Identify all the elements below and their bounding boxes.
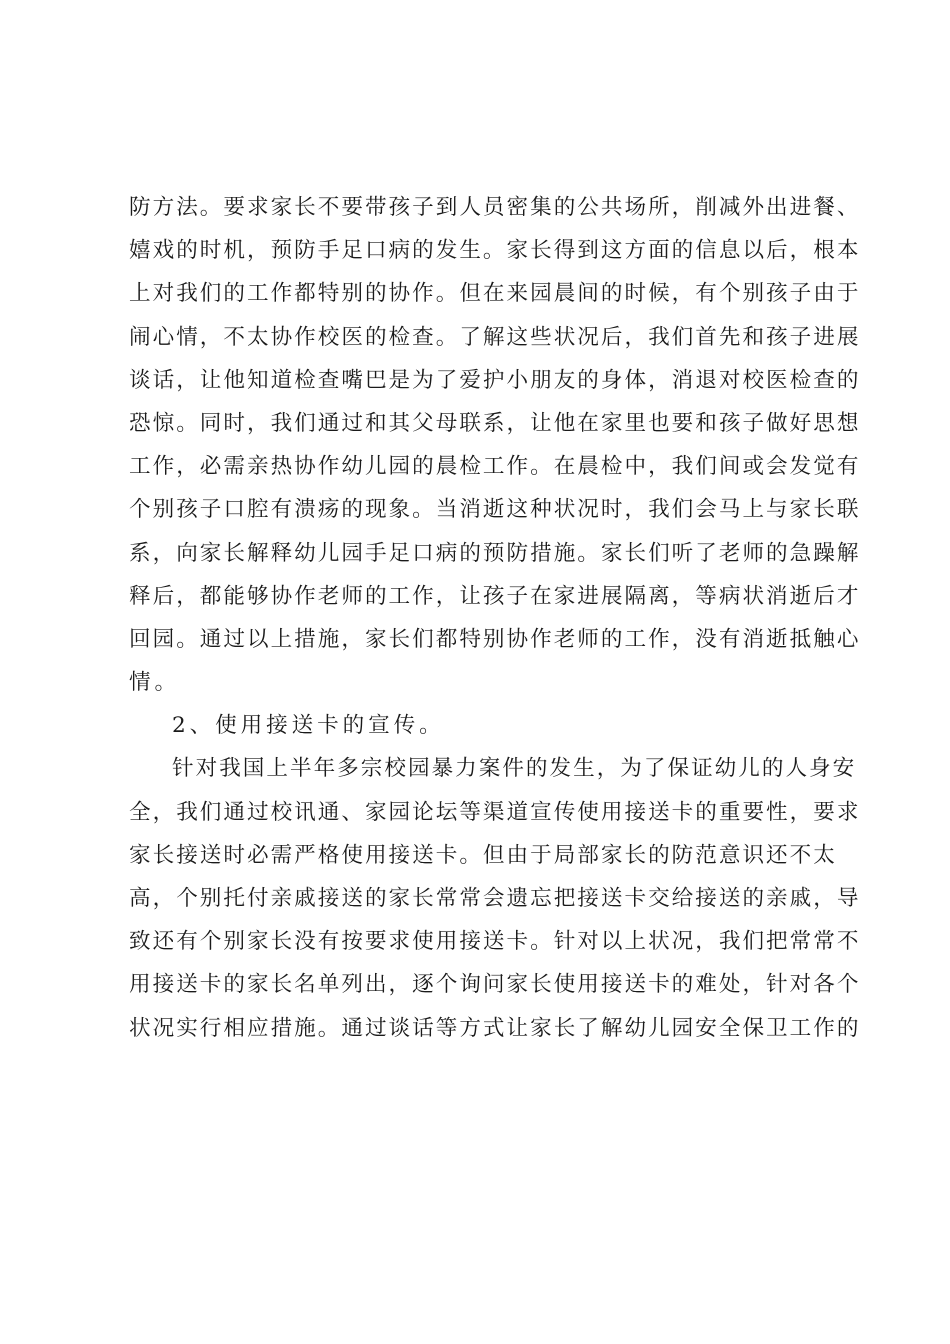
paragraph-line: 闹心情，不太协作校医的检查。了解这些状况后，我们首先和孩子进展 [129, 324, 861, 350]
paragraph-line: 系，向家长解释幼儿园手足口病的预防措施。家长们听了老师的急躁解 [129, 540, 861, 566]
paragraph-line: 回园。通过以上措施，家长们都特别协作老师的工作，没有消逝抵触心 [129, 626, 861, 652]
paragraph-line: 用接送卡的家长名单列出，逐个询问家长使用接送卡的难处，针对各个 [129, 972, 861, 998]
paragraph-line: 家长接送时必需严格使用接送卡。但由于局部家长的防范意识还不太 [129, 842, 837, 868]
section-heading: 2、使用接送卡的宣传。 [172, 713, 445, 739]
paragraph-line: 个别孩子口腔有溃疡的现象。当消逝这种状况时，我们会马上与家长联 [129, 497, 861, 523]
paragraph-1 [129, 186, 861, 704]
paragraph-line: 致还有个别家长没有按要求使用接送卡。针对以上状况，我们把常常不 [129, 929, 861, 955]
paragraph-line: 上对我们的工作都特别的协作。但在来园晨间的时候，有个别孩子由于 [129, 281, 861, 307]
paragraph-line: 高，个别托付亲戚接送的家长常常会遗忘把接送卡交给接送的亲戚，导 [129, 886, 861, 911]
paragraph-line: 状况实行相应措施。通过谈话等方式让家长了解幼儿园安全保卫工作的 [129, 1015, 861, 1041]
paragraph-line: 恐惊。同时，我们通过和其父母联系，让他在家里也要和孩子做好思想 [129, 410, 861, 436]
paragraph-line: 释后，都能够协作老师的工作，让孩子在家进展隔离，等病状消逝后才 [129, 583, 861, 609]
paragraph-line: 防方法。要求家长不要带孩子到人员密集的公共场所，削减外出进餐、 [129, 195, 861, 220]
paragraph-2 [129, 747, 861, 1049]
paragraph-line: 嬉戏的时机，预防手足口病的发生。家长得到这方面的信息以后，根本 [129, 238, 861, 264]
paragraph-line: 情。 [129, 670, 180, 696]
paragraph-line: 针对我国上半年多宗校园暴力案件的发生，为了保证幼儿的人身安 [172, 756, 857, 782]
paragraph-line: 全，我们通过校讯通、家园论坛等渠道宣传使用接送卡的重要性，要求 [129, 799, 861, 825]
document-body [129, 186, 861, 1050]
paragraph-line: 谈话，让他知道检查嘴巴是为了爱护小朋友的身体，消退对校医检查的 [129, 367, 861, 393]
paragraph-line: 工作，必需亲热协作幼儿园的晨检工作。在晨检中，我们间或会发觉有 [129, 454, 861, 480]
